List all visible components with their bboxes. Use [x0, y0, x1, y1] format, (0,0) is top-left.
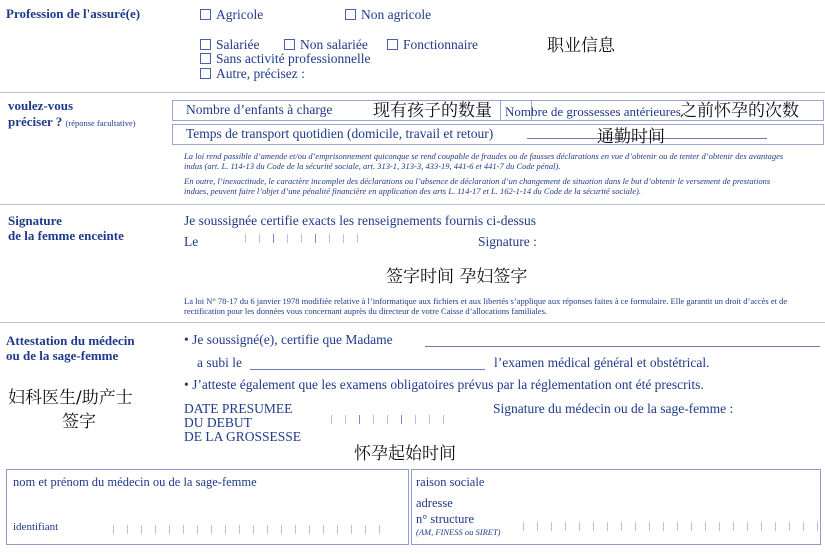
- date-annotation: 怀孕起始时间: [354, 444, 456, 464]
- details-title-line2: [8, 114, 136, 131]
- identifiant-field[interactable]: [100, 525, 393, 534]
- checkbox-agricole[interactable]: [200, 7, 263, 23]
- doctor-signature-label: Signature du médecin ou de la sage-femme :: [493, 401, 734, 416]
- identifiant-label: identifiant: [13, 521, 59, 533]
- pregnancies-annotation: 之前怀孕的次数: [680, 101, 799, 121]
- date-presumee-line2: DU DEBUT: [184, 415, 252, 430]
- madame-name-blank[interactable]: [425, 346, 820, 347]
- details-title-text: préciser ?: [8, 114, 63, 129]
- doctor-name-label: nom et prénom du médecin ou de la sage-femme: [13, 475, 257, 489]
- law-text: La loi N° 78-17 du 6 janvier 1978 modifiée relative à l’informatique aux fichiers et aux libertés s’applique aux réponses faites à ce formulaire. Elle garantit un droit d’accès et de rectification pour les données vous concernant auprès du directeur de votre Caisse d’allocations familiales.: [184, 296, 788, 316]
- checkbox-autre[interactable]: [200, 66, 305, 82]
- pregnancy-start-date-field[interactable]: [318, 415, 457, 424]
- optional-note: (réponse facultative): [65, 118, 136, 128]
- exam-label: l’examen médical général et obstétrical.: [494, 355, 710, 370]
- checkbox-icon[interactable]: [387, 39, 398, 50]
- divider: [0, 322, 825, 323]
- doctor-certify: • Je soussigné(e), certifie que Madame: [184, 332, 393, 347]
- details-title-line1: voulez-vous: [8, 98, 73, 113]
- subi-label: a subi le: [197, 355, 242, 370]
- attest-text: • J’atteste également que les examens obligatoires prévus par la réglementation ont été prescrits.: [184, 377, 704, 392]
- checkbox-icon[interactable]: [200, 53, 211, 64]
- checkbox-icon[interactable]: [200, 39, 211, 50]
- checkbox-icon[interactable]: [200, 9, 211, 20]
- autre-label: Autre, précisez :: [216, 66, 305, 81]
- checkbox-icon[interactable]: [284, 39, 295, 50]
- checkbox-non-agricole[interactable]: [345, 7, 431, 23]
- doctor-title-line1: Attestation du médecin: [6, 333, 135, 348]
- checkbox-sans-activite[interactable]: [200, 51, 370, 67]
- checkbox-icon[interactable]: [345, 9, 356, 20]
- structure-label: n° structure: [416, 512, 475, 526]
- doctor-annotation-line2: 签字: [62, 412, 96, 432]
- checkbox-fonctionnaire[interactable]: [387, 37, 478, 53]
- exam-date-blank[interactable]: [250, 369, 485, 370]
- signature-date-field[interactable]: [232, 234, 371, 243]
- sans-activite-label: Sans activité professionnelle: [216, 51, 371, 66]
- structure-hint: (AM, FINESS ou SIRET): [416, 527, 501, 537]
- signature-title-line1: Signature: [8, 213, 62, 228]
- fonctionnaire-label: Fonctionnaire: [403, 37, 478, 52]
- doctor-annotation-line1: 妇科医生/助产士: [8, 388, 133, 408]
- non-salariee-label: Non salariée: [300, 37, 368, 52]
- divider: [0, 204, 825, 205]
- signature-title-line2: de la femme enceinte: [8, 228, 124, 243]
- signature-label: Signature :: [478, 234, 537, 249]
- children-label: Nombre d’enfants à charge: [186, 102, 333, 117]
- signature-annotation: 签字时间 孕妇签字: [386, 267, 528, 287]
- profession-annotation: 职业信息: [547, 36, 615, 56]
- adresse-label: adresse: [416, 496, 453, 510]
- raison-sociale-label: raison sociale: [416, 475, 485, 489]
- legal-text-2: En outre, l’inexactitude, le caractère incomplet des déclarations ou l’absence de déclaration d’un changement de situation dans le but d’obtenir le versement de prestations indues, peuvent faire l’objet d’une pénalité financière en application des arts L. 114-17 et L. 162-1-14 du Code de la sécurité sociale).: [184, 176, 771, 196]
- structure-number-field[interactable]: [510, 522, 825, 531]
- non-agricole-label: Non agricole: [361, 7, 432, 22]
- transport-annotation: 通勤时间: [597, 127, 665, 147]
- transport-label: Temps de transport quotidien (domicile, travail et retour): [186, 126, 494, 141]
- date-presumee-line3: DE LA GROSSESSE: [184, 429, 302, 444]
- date-presumee-line1: DATE PRESUMEE: [184, 401, 293, 416]
- doctor-title-line2: ou de la sage-femme: [6, 348, 119, 363]
- profession-title: Profession de l'assuré(e): [6, 6, 141, 21]
- signature-certify: Je soussignée certifie exacts les renseignements fournis ci-dessus: [184, 213, 537, 228]
- salariee-label: Salariée: [216, 37, 260, 52]
- agricole-label: Agricole: [216, 7, 264, 22]
- pregnancies-label: Nombre de grossesses antérieures: [505, 104, 681, 119]
- checkbox-icon[interactable]: [200, 68, 211, 79]
- children-annotation: 现有孩子的数量: [373, 101, 492, 121]
- date-le-label: Le: [184, 234, 199, 249]
- divider: [0, 92, 825, 93]
- legal-text-1: La loi rend passible d’amende et/ou d’emprisonnement quiconque se rend coupable de fraudes ou de fausses déclarations en vue d’obtenir ou de tenter d’obtenir des avantages indus (art. L. 114-13 du Code de la sécurité sociale, art. 313-1, 313-3, 433-19, 441-6 et 441-7 du Code pénal).: [184, 151, 784, 171]
